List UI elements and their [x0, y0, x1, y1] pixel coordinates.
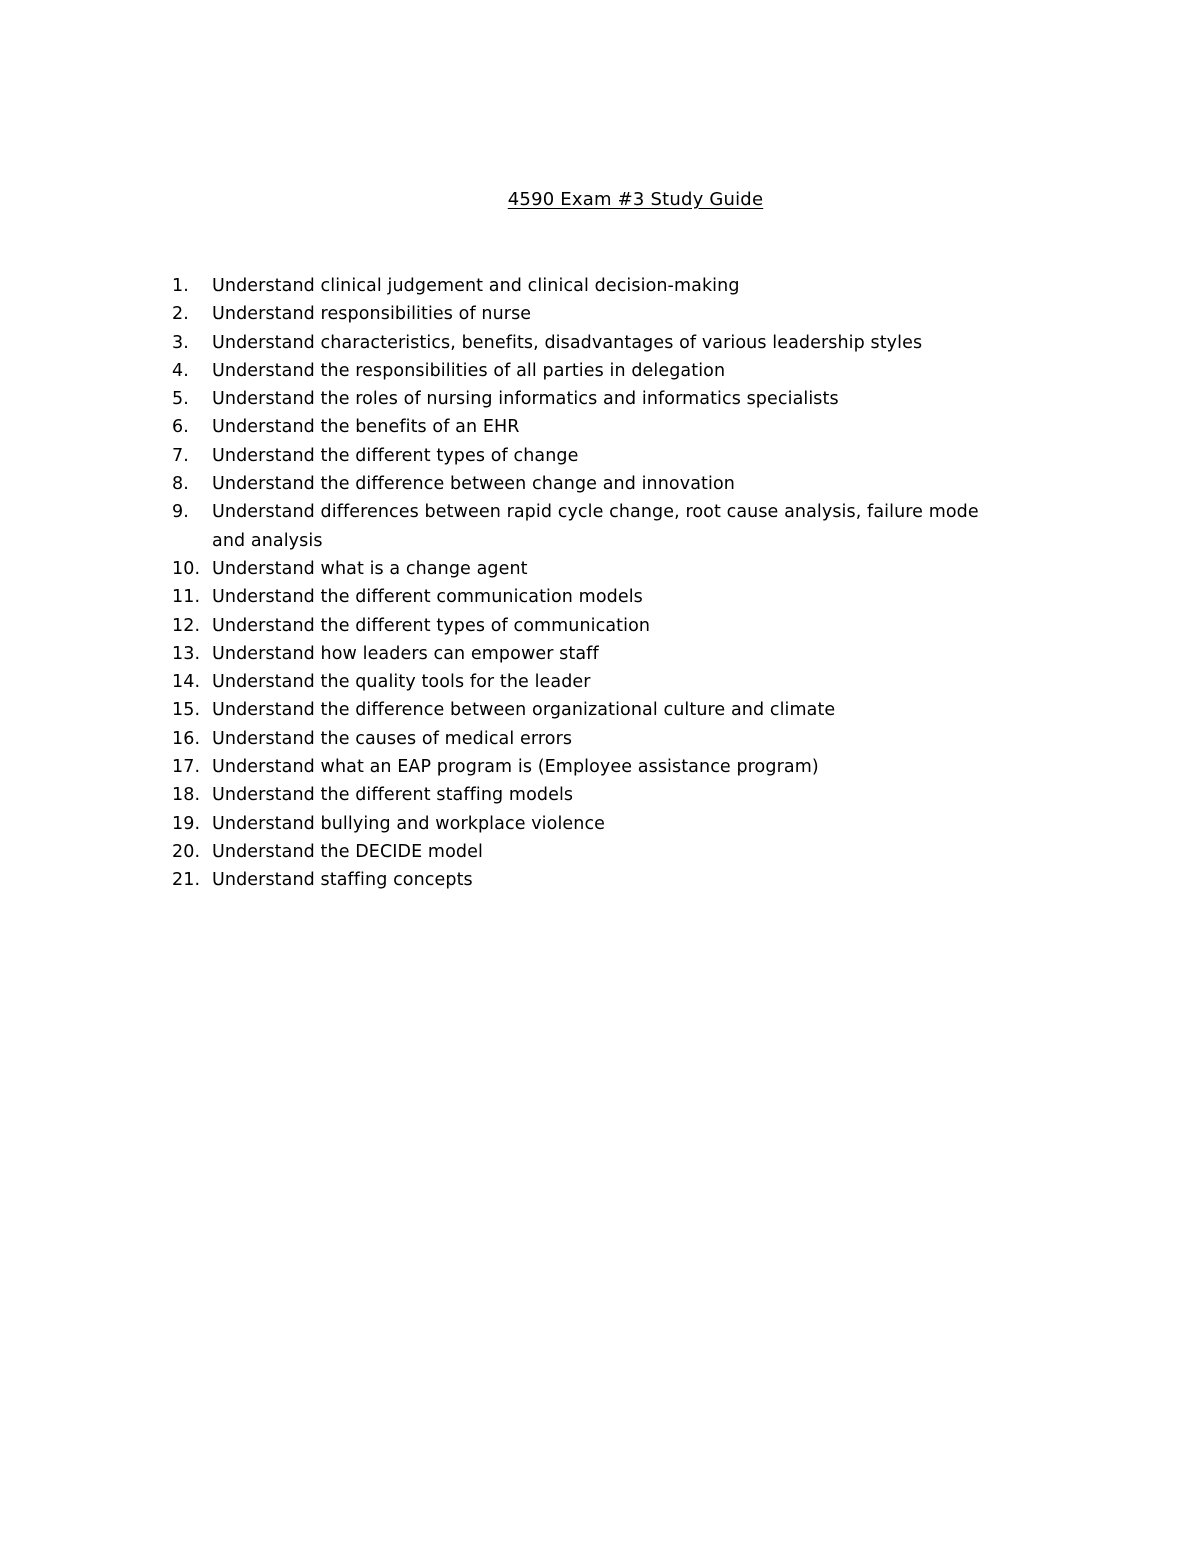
list-item: [172, 583, 1012, 611]
list-item: [172, 498, 1012, 555]
list-item: [172, 696, 1012, 724]
item-text: Understand the different types of communication: [212, 615, 651, 636]
list-item: [172, 781, 1012, 809]
list-item: [172, 838, 1012, 866]
list-item: [172, 442, 1012, 470]
item-text: Understand the responsibilities of all parties in delegation: [212, 360, 726, 381]
item-text: Understand the quality tools for the leader: [212, 672, 591, 693]
item-text: Understand the DECIDE model: [212, 841, 483, 862]
item-number: 20.: [172, 841, 201, 862]
list-item: [172, 385, 1012, 413]
list-item: [172, 810, 1012, 838]
list-item: [172, 357, 1012, 385]
item-number: 12.: [172, 615, 201, 636]
list-item: [172, 470, 1012, 498]
study-guide-list: [172, 272, 1012, 895]
item-text: Understand how leaders can empower staff: [212, 643, 599, 664]
item-text: Understand bullying and workplace violence: [212, 813, 606, 834]
item-text: Understand staffing concepts: [212, 870, 473, 891]
item-number: 3.: [172, 332, 189, 353]
list-item: [172, 725, 1012, 753]
item-number: 19.: [172, 813, 201, 834]
item-number: 17.: [172, 757, 201, 778]
item-text: Understand what an EAP program is (Employee assistance program): [212, 757, 819, 778]
list-item: [172, 329, 1012, 357]
item-text: Understand responsibilities of nurse: [212, 304, 532, 325]
item-text: Understand the difference between organizational culture and climate: [212, 700, 836, 721]
list-item: [172, 272, 1012, 300]
item-text: Understand clinical judgement and clinical decision-making: [212, 276, 740, 296]
list-item: [172, 612, 1012, 640]
item-number: 10.: [172, 558, 201, 579]
item-text: Understand the different staffing models: [212, 785, 574, 806]
item-number: 7.: [172, 445, 189, 466]
item-text: Understand the different types of change: [212, 445, 579, 466]
item-number: 4.: [172, 360, 189, 381]
item-number: 18.: [172, 785, 201, 806]
item-text: Understand the benefits of an EHR: [212, 417, 520, 438]
item-text: Understand the different communication models: [212, 587, 643, 608]
item-number: 11.: [172, 587, 201, 608]
list-item: [172, 640, 1012, 668]
item-text: Understand what is a change agent: [212, 558, 528, 579]
item-number: 15.: [172, 700, 201, 721]
item-number: 5.: [172, 389, 189, 410]
list-item: [172, 413, 1012, 441]
item-text: Understand characteristics, benefits, disadvantages of various leadership styles: [212, 332, 923, 353]
list-item: [172, 866, 1012, 894]
item-number: 13.: [172, 643, 201, 664]
item-number: 9.: [172, 502, 189, 523]
item-number: 16.: [172, 728, 201, 749]
item-number: 6.: [172, 417, 189, 438]
item-number: 1.: [172, 276, 189, 296]
item-number: 2.: [172, 304, 189, 325]
item-number: 21.: [172, 870, 201, 891]
item-text: Understand the difference between change and innovation: [212, 474, 735, 495]
document-title: 4590 Exam #3 Study Guide: [507, 189, 764, 210]
item-number: 14.: [172, 672, 201, 693]
item-number: 8.: [172, 474, 189, 495]
list-item: [172, 668, 1012, 696]
item-text: Understand differences between rapid cycle change, root cause analysis, failure mode and analysis: [212, 502, 979, 551]
list-item: [172, 300, 1012, 328]
list-item: [172, 753, 1012, 781]
list-item: [172, 555, 1012, 583]
item-text: Understand the causes of medical errors: [212, 728, 573, 749]
item-text: Understand the roles of nursing informatics and informatics specialists: [212, 389, 839, 410]
